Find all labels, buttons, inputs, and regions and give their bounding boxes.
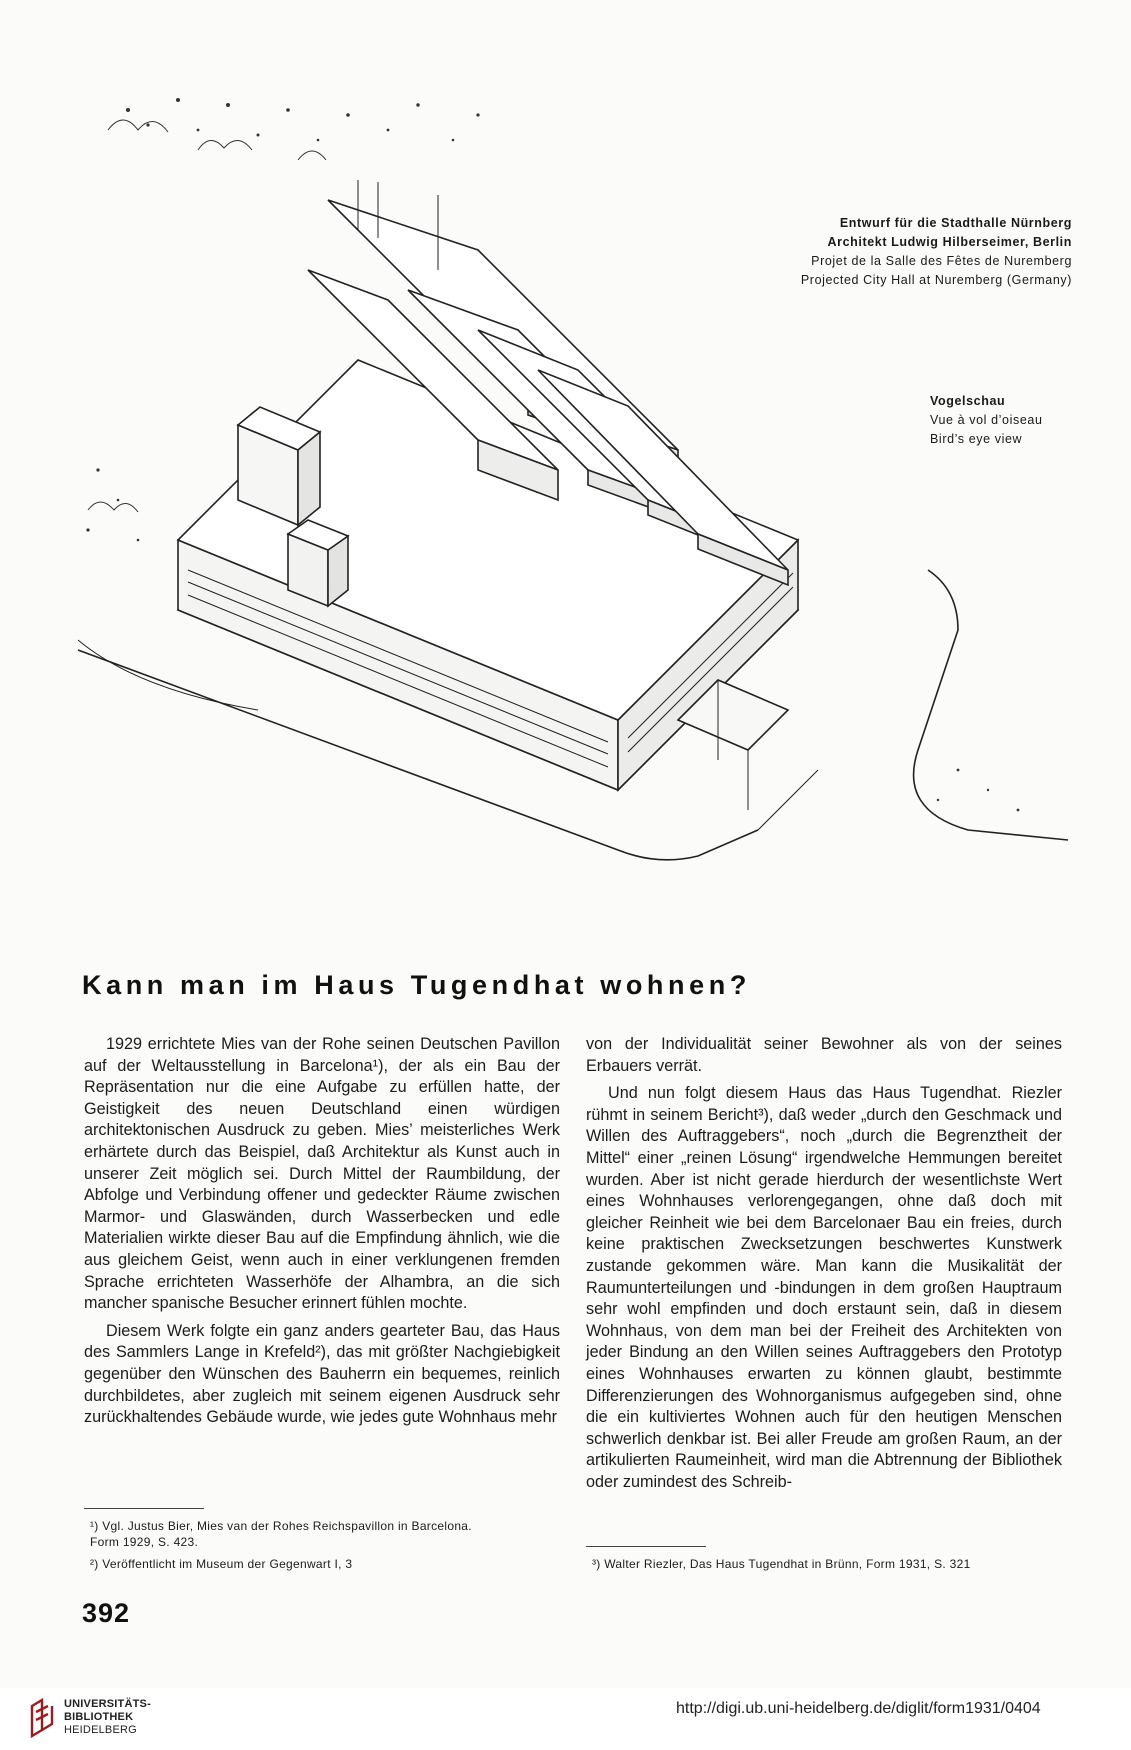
view-caption-french: Vue à vol d’oiseau (930, 413, 1043, 427)
page-number: 392 (82, 1598, 131, 1628)
footnote-1 (90, 1518, 580, 1550)
footnote-rule-right (586, 1546, 706, 1547)
library-logo-icon (28, 1698, 58, 1738)
library-logo-text (64, 1698, 151, 1737)
footer-bar (0, 1688, 1131, 1750)
architectural-drawing (58, 70, 1088, 930)
left-paragraph-2: Diesem Werk folgte ein ganz anders gearteter Bau, das Haus des Sammlers Lange in Krefeld²), das mit größter Nachgiebigkeit gegenüber den Wünschen des Bauherrn ein bequemes, reinlich durchbildetes, aber zugleich mit seinem eigenen Ausdruck sehr zurückhaltendes Gebäude wurde, wie jedes gute Wohnhaus mehr (84, 1321, 560, 1427)
footnote-1-line-1: ¹) Vgl. Justus Bier, Mies van der Rohes Reichspavillon in Barcelona. (90, 1519, 472, 1533)
view-caption-english: Bird’s eye view (930, 432, 1023, 446)
view-caption-german: Vogelschau (930, 394, 1006, 408)
view-caption (930, 392, 1080, 449)
caption-architect: Architekt Ludwig Hilberseimer, Berlin (827, 235, 1072, 249)
footnote-1-line-2: Form 1929, S. 423. (90, 1535, 199, 1549)
footnote-rule-left (84, 1508, 204, 1509)
logo-line-3: HEIDELBERG (64, 1724, 137, 1736)
caption-french: Projet de la Salle des Fêtes de Nuremberg (811, 254, 1072, 268)
footnote-3: ³) Walter Riezler, Das Haus Tugendhat in Brünn, Form 1931, S. 321 (592, 1557, 971, 1571)
article-heading: Kann man im Haus Tugendhat wohnen? (82, 970, 751, 1000)
left-paragraph-1: 1929 errichtete Mies van der Rohe seinen Deutschen Pavillon auf der Weltausstellung in Barcelona¹), der als ein Bau der Repräsentation nur die eine Aufgabe zu erfüllen hatte, der Geistigkeit des neuen Deutschland einen würdigen architektonischen Ausdruck zu geben. Mies’ meisterliches Werk erhärtete durch das Beispiel, daß Architektur als Kunst auch in unserer Zeit möglich sei. Durch Mittel der Raumbildung, der Abfolge und Verbindung offener und gedeckter Räume zwischen Marmor- und Glaswänden, durch Wasserbecken und edle Materialien wirkte dieser Bau auf die Empfindung ähnlich, wie die aus gleichem Geist, wenn auch in einer verklungenen fremden Sprache errichteten Wasserhöfe der Alhambra, an die sich mancher spanische Besucher erinnert fühlen mochte. (84, 1035, 560, 1313)
right-column (586, 1034, 1062, 1493)
logo-line-2: BIBLIOTHEK (64, 1711, 134, 1723)
footnote-2: ²) Veröffentlicht im Museum der Gegenwart I, 3 (90, 1557, 353, 1571)
source-url[interactable]: http://digi.ub.uni-heidelberg.de/diglit/form1931/0404 (676, 1700, 1041, 1717)
left-column (84, 1034, 560, 1429)
caption-title: Entwurf für die Stadthalle Nürnberg (839, 216, 1072, 230)
figure-caption (772, 214, 1072, 290)
right-paragraph-1: von der Individualität seiner Bewohner als von der seines Erbauers verrät. (586, 1035, 1062, 1075)
right-paragraph-2: Und nun folgt diesem Haus das Haus Tugendhat. Riezler rühmt in seinem Bericht³), daß weder „durch den Geschmack und Willen des Auftraggebers“, noch „durch die Begrenztheit der Mittel“ einer „reinen Lösung“ irgendwelche Hemmungen bereitet wurden. Aber ist nicht gerade hierdurch der wesentlichste Wert eines Wohnhauses verlorengegangen, ohne daß doch mit gleicher Reinheit wie bei dem Barcelonaer Bau ein freies, durch keine praktischen Zwecksetzungen beschwertes Kunstwerk zustande gekommen wäre. Man kann die Musikalität der Raumunterteilungen und -bindungen in dem großen Hauptraum sehr wohl empfinden und doch erstaunt sein, daß in diesem Wohnhaus, von dem man bei der Freiheit des Architekten von jeder Bindung an den Willen seines Auftraggebers den Prototyp eines Wohnhauses erwarten zu können glaubt, bestimmte Differenzierungen des Wohnorganismus aufgegeben sind, ohne die ein kultiviertes Wohnen auch für den heutigen Menschen schwerlich denkbar ist. Bei aller Freude am großen Raum, an der artikulierten Raumeinheit, wird man die Abtrennung der Bibliothek oder zumindest des Schreib- (586, 1084, 1062, 1491)
caption-english: Projected City Hall at Nuremberg (Germany) (800, 273, 1072, 287)
logo-line-1: UNIVERSITÄTS- (64, 1698, 151, 1710)
